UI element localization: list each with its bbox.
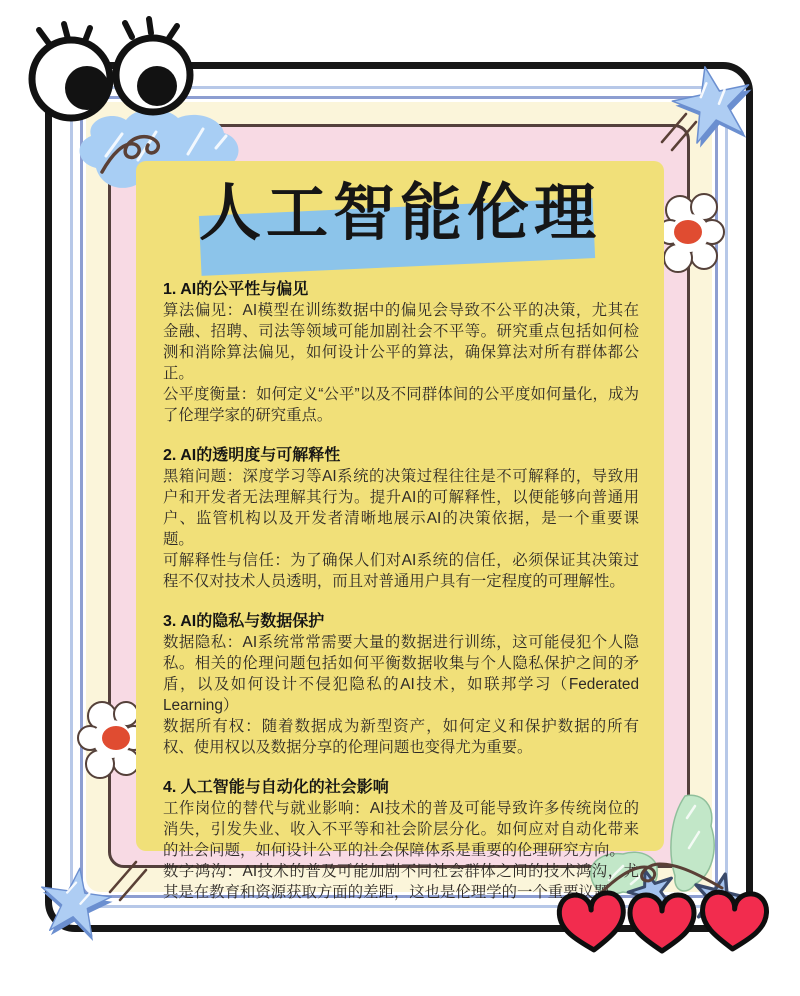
section-paragraph: 工作岗位的替代与就业影响：AI技术的普及可能导致许多传统岗位的消失，引发失业、收入不平等和社会阶层分化。如何应对自动化带来的社会问题，如何设计公平的社会保障体系是重要的伦理研究方向。 [163,800,639,859]
section-paragraph: 可解释性与信任：为了确保人们对AI系统的信任，必须保证其决策过程不仅对技术人员透明，而且对普通用户具有一定程度的可理解性。 [163,552,639,590]
section-paragraph: 数字鸿沟：AI技术的普及可能加剧不同社会群体之间的技术鸿沟，尤其是在教育和资源获取方面的差距，这也是伦理学的一个重要议题。 [163,863,639,901]
title-block [136,161,664,273]
poster-title: 人工智能伦理 [198,179,601,248]
section-heading: 4. 人工智能与自动化的社会影响 [163,779,389,796]
section-privacy [163,611,639,758]
blue-star-icon-bottom-left [33,861,117,945]
section-paragraph: 算法偏见：AI模型在训练数据中的偏见会导致不公平的决策，尤其在金融、招聘、司法等领域可能加剧社会不平等。研究重点包括如何检测和消除算法偏见，如何设计公平的算法，确保算法对所有群体都公正。 [163,302,639,382]
googly-eyes-icon [20,15,200,137]
red-hearts-row [556,886,778,958]
flower-doodle-right [662,192,722,280]
section-paragraph: 数据隐私：AI系统常常需要大量的数据进行训练，这可能侵犯个人隐私。相关的伦理问题包括如何平衡数据收集与个人隐私保护之间的矛盾，以及如何设计不侵犯隐私的AI技术，如联邦学习（Federated Learning） [163,634,639,714]
section-heading: 1. AI的公平性与偏见 [163,281,309,298]
card-body [136,273,664,903]
section-heading: 3. AI的隐私与数据保护 [163,613,325,630]
section-heading: 2. AI的透明度与可解释性 [163,447,341,464]
section-fairness [163,279,639,426]
section-paragraph: 数据所有权：随着数据成为新型资产，如何定义和保护数据的所有权、使用权以及数据分享的伦理问题也变得尤为重要。 [163,718,639,756]
section-transparency [163,445,639,592]
section-paragraph: 公平度衡量：如何定义“公平”以及不同群体间的公平度如何量化，成为了伦理学家的研究重点。 [163,386,639,424]
section-social-impact [163,777,639,903]
section-paragraph: 黑箱问题：深度学习等AI系统的决策过程往往是不可解释的，导致用户和开发者无法理解其行为。提升AI的可解释性，以便能够向普通用户、监管机构以及开发者清晰地展示AI的决策依据，是一个重要课题。 [163,468,639,548]
content-card [136,161,664,901]
blue-star-icon-top-right [664,56,761,153]
